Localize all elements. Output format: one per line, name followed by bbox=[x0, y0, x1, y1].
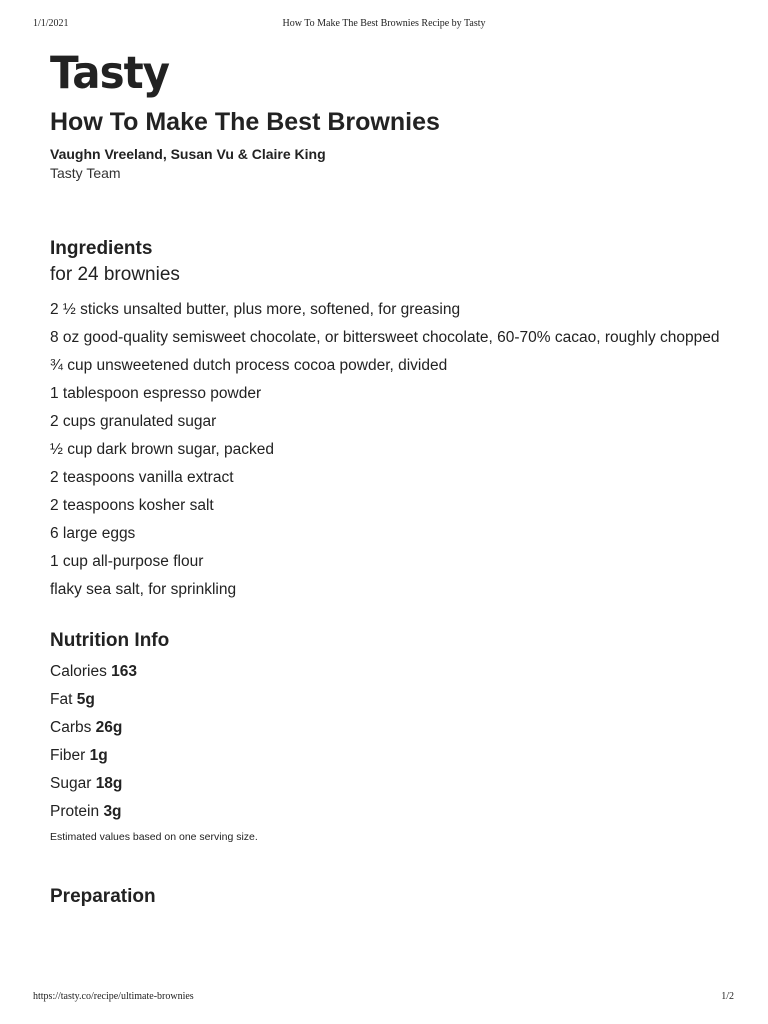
nutrition-label: Fiber bbox=[50, 747, 86, 764]
tasty-logo: Tasty bbox=[50, 47, 170, 99]
nutrition-list bbox=[50, 662, 730, 822]
nutrition-item-fat bbox=[50, 690, 730, 710]
ingredient-item: 1 tablespoon espresso powder bbox=[50, 385, 262, 402]
nutrition-item-fiber bbox=[50, 746, 730, 766]
recipe-team: Tasty Team bbox=[50, 165, 121, 181]
nutrition-value: 1g bbox=[89, 747, 108, 764]
nutrition-value: 18g bbox=[95, 775, 123, 792]
ingredient-item: 2 ½ sticks unsalted butter, plus more, softened, for greasing bbox=[50, 301, 461, 318]
ingredient-item: ½ cup dark brown sugar, packed bbox=[50, 441, 275, 458]
ingredient-list bbox=[50, 300, 730, 600]
page-url: https://tasty.co/recipe/ultimate-brownies bbox=[33, 991, 194, 1002]
nutrition-label: Protein bbox=[50, 803, 100, 820]
nutrition-value: 163 bbox=[111, 663, 138, 680]
nutrition-heading: Nutrition Info bbox=[50, 630, 170, 651]
nutrition-label: Sugar bbox=[50, 775, 92, 792]
nutrition-item-calories bbox=[50, 662, 730, 682]
print-footer bbox=[0, 991, 768, 1005]
recipe-authors: Vaughn Vreeland, Susan Vu & Claire King bbox=[50, 146, 326, 162]
nutrition-item-sugar bbox=[50, 774, 730, 794]
nutrition-item-protein bbox=[50, 802, 730, 822]
ingredient-item: ¾ cup unsweetened dutch process cocoa powder, divided bbox=[50, 357, 448, 374]
recipe-yield: for 24 brownies bbox=[50, 264, 180, 285]
ingredients-heading: Ingredients bbox=[50, 238, 153, 259]
recipe-title: How To Make The Best Brownies bbox=[50, 108, 440, 136]
ingredient-item: 8 oz good-quality semisweet chocolate, or bittersweet chocolate, 60-70% cacao, roughly chopped bbox=[50, 329, 720, 346]
recipe-content bbox=[50, 44, 730, 910]
ingredient-item: 2 teaspoons vanilla extract bbox=[50, 469, 234, 486]
nutrition-value: 3g bbox=[103, 803, 122, 820]
print-date: 1/1/2021 bbox=[33, 18, 69, 29]
nutrition-value: 5g bbox=[76, 691, 95, 708]
nutrition-item-carbs bbox=[50, 718, 730, 738]
nutrition-label: Fat bbox=[50, 691, 73, 708]
print-page-title: How To Make The Best Brownies Recipe by Tasty bbox=[282, 18, 486, 29]
page-number: 1/2 bbox=[721, 991, 734, 1002]
ingredient-item: flaky sea salt, for sprinkling bbox=[50, 581, 237, 598]
nutrition-note: Estimated values based on one serving size. bbox=[50, 831, 258, 843]
nutrition-label: Carbs bbox=[50, 719, 92, 736]
ingredient-item: 1 cup all-purpose flour bbox=[50, 553, 204, 570]
ingredient-item: 2 teaspoons kosher salt bbox=[50, 497, 214, 514]
nutrition-value: 26g bbox=[95, 719, 123, 736]
nutrition-label: Calories bbox=[50, 663, 107, 680]
ingredient-item: 2 cups granulated sugar bbox=[50, 413, 217, 430]
ingredient-item: 6 large eggs bbox=[50, 525, 136, 542]
print-header bbox=[0, 18, 768, 32]
preparation-heading: Preparation bbox=[50, 886, 156, 907]
